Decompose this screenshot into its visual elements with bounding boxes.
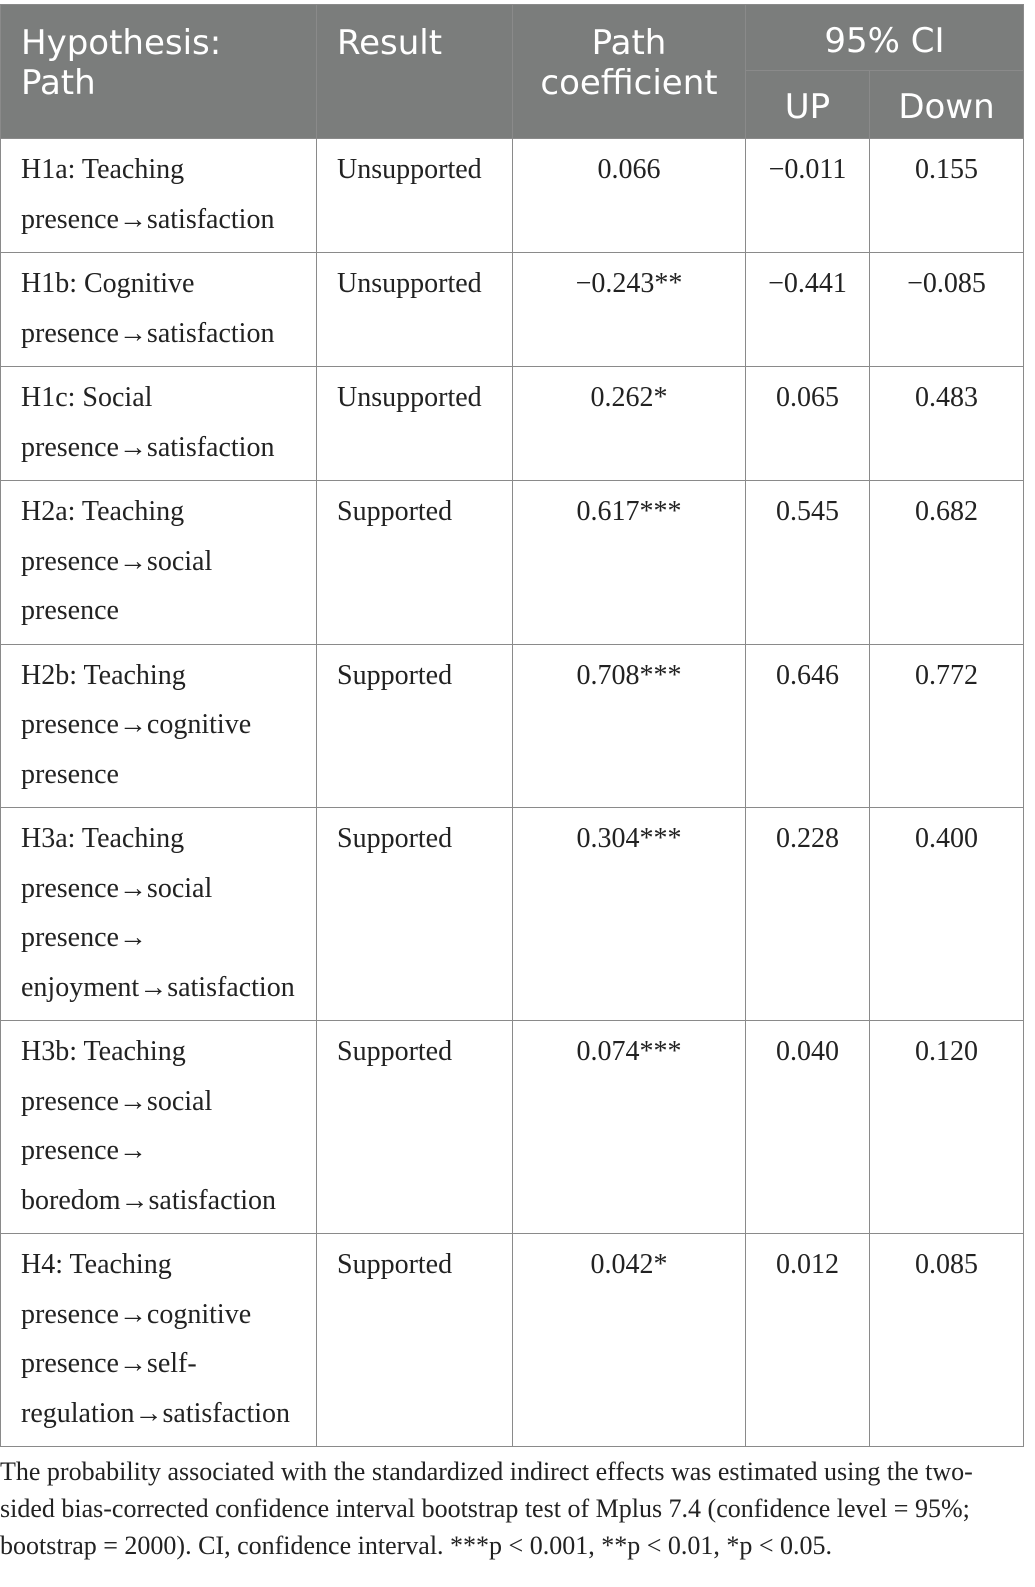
cell-hypothesis: H3a: Teaching presence→social presence→ enjoyment→satisfaction: [1, 808, 317, 1021]
table-row: [1, 644, 1024, 808]
cell-coefficient: 0.066: [513, 139, 746, 253]
header-result: Result: [317, 5, 513, 139]
table-body: [1, 139, 1024, 1447]
cell-ci-down: 0.085: [870, 1234, 1024, 1447]
header-path-coefficient: Path coefficient: [513, 5, 746, 139]
cell-coefficient: 0.617***: [513, 481, 746, 645]
cell-ci-down: −0.085: [870, 253, 1024, 367]
cell-coefficient: 0.262*: [513, 367, 746, 481]
cell-hypothesis: H1a: Teaching presence→satisfaction: [1, 139, 317, 253]
cell-ci-up: 0.545: [746, 481, 870, 645]
cell-result: Unsupported: [317, 367, 513, 481]
cell-hypothesis: H1b: Cognitive presence→satisfaction: [1, 253, 317, 367]
cell-result: Supported: [317, 644, 513, 808]
cell-result: Supported: [317, 481, 513, 645]
cell-coefficient: −0.243**: [513, 253, 746, 367]
cell-result: Unsupported: [317, 139, 513, 253]
table-header: [1, 5, 1024, 139]
cell-hypothesis: H4: Teaching presence→cognitive presence→self-regulation→satisfaction: [1, 1234, 317, 1447]
cell-ci-up: 0.646: [746, 644, 870, 808]
header-ci-up: UP: [746, 71, 870, 139]
cell-result: Supported: [317, 808, 513, 1021]
cell-ci-down: 0.682: [870, 481, 1024, 645]
table-row: [1, 253, 1024, 367]
cell-ci-down: 0.772: [870, 644, 1024, 808]
cell-result: Unsupported: [317, 253, 513, 367]
table-row: [1, 139, 1024, 253]
cell-coefficient: 0.042*: [513, 1234, 746, 1447]
cell-ci-up: 0.065: [746, 367, 870, 481]
table-row: [1, 367, 1024, 481]
cell-ci-down: 0.400: [870, 808, 1024, 1021]
cell-ci-up: 0.040: [746, 1021, 870, 1234]
header-hypothesis-path: Hypothesis: Path: [1, 5, 317, 139]
cell-hypothesis: H1c: Social presence→satisfaction: [1, 367, 317, 481]
table-row: [1, 1234, 1024, 1447]
cell-hypothesis: H2a: Teaching presence→social presence: [1, 481, 317, 645]
cell-ci-up: −0.011: [746, 139, 870, 253]
cell-coefficient: 0.708***: [513, 644, 746, 808]
cell-coefficient: 0.074***: [513, 1021, 746, 1234]
cell-result: Supported: [317, 1021, 513, 1234]
table-row: [1, 1021, 1024, 1234]
cell-ci-down: 0.483: [870, 367, 1024, 481]
cell-ci-up: 0.012: [746, 1234, 870, 1447]
table-footnote: The probability associated with the standardized indirect effects was estimated using the two-sided bias-corrected confidence interval bootstrap test of Mplus 7.4 (confidence level = 95%; bootstrap = 2000). CI, confidence interval. ***p < 0.001, **p < 0.01, *p < 0.05.: [0, 1457, 973, 1560]
cell-hypothesis: H2b: Teaching presence→cognitive presence: [1, 644, 317, 808]
cell-result: Supported: [317, 1234, 513, 1447]
table-row: [1, 808, 1024, 1021]
header-ci-group: 95% CI: [746, 5, 1024, 71]
header-ci-down: Down: [870, 71, 1024, 139]
results-table: [0, 4, 1024, 1447]
cell-coefficient: 0.304***: [513, 808, 746, 1021]
table-row: [1, 481, 1024, 645]
cell-ci-up: 0.228: [746, 808, 870, 1021]
cell-ci-up: −0.441: [746, 253, 870, 367]
cell-ci-down: 0.155: [870, 139, 1024, 253]
cell-hypothesis: H3b: Teaching presence→social presence→ boredom→satisfaction: [1, 1021, 317, 1234]
header-row: [1, 5, 1024, 71]
cell-ci-down: 0.120: [870, 1021, 1024, 1234]
